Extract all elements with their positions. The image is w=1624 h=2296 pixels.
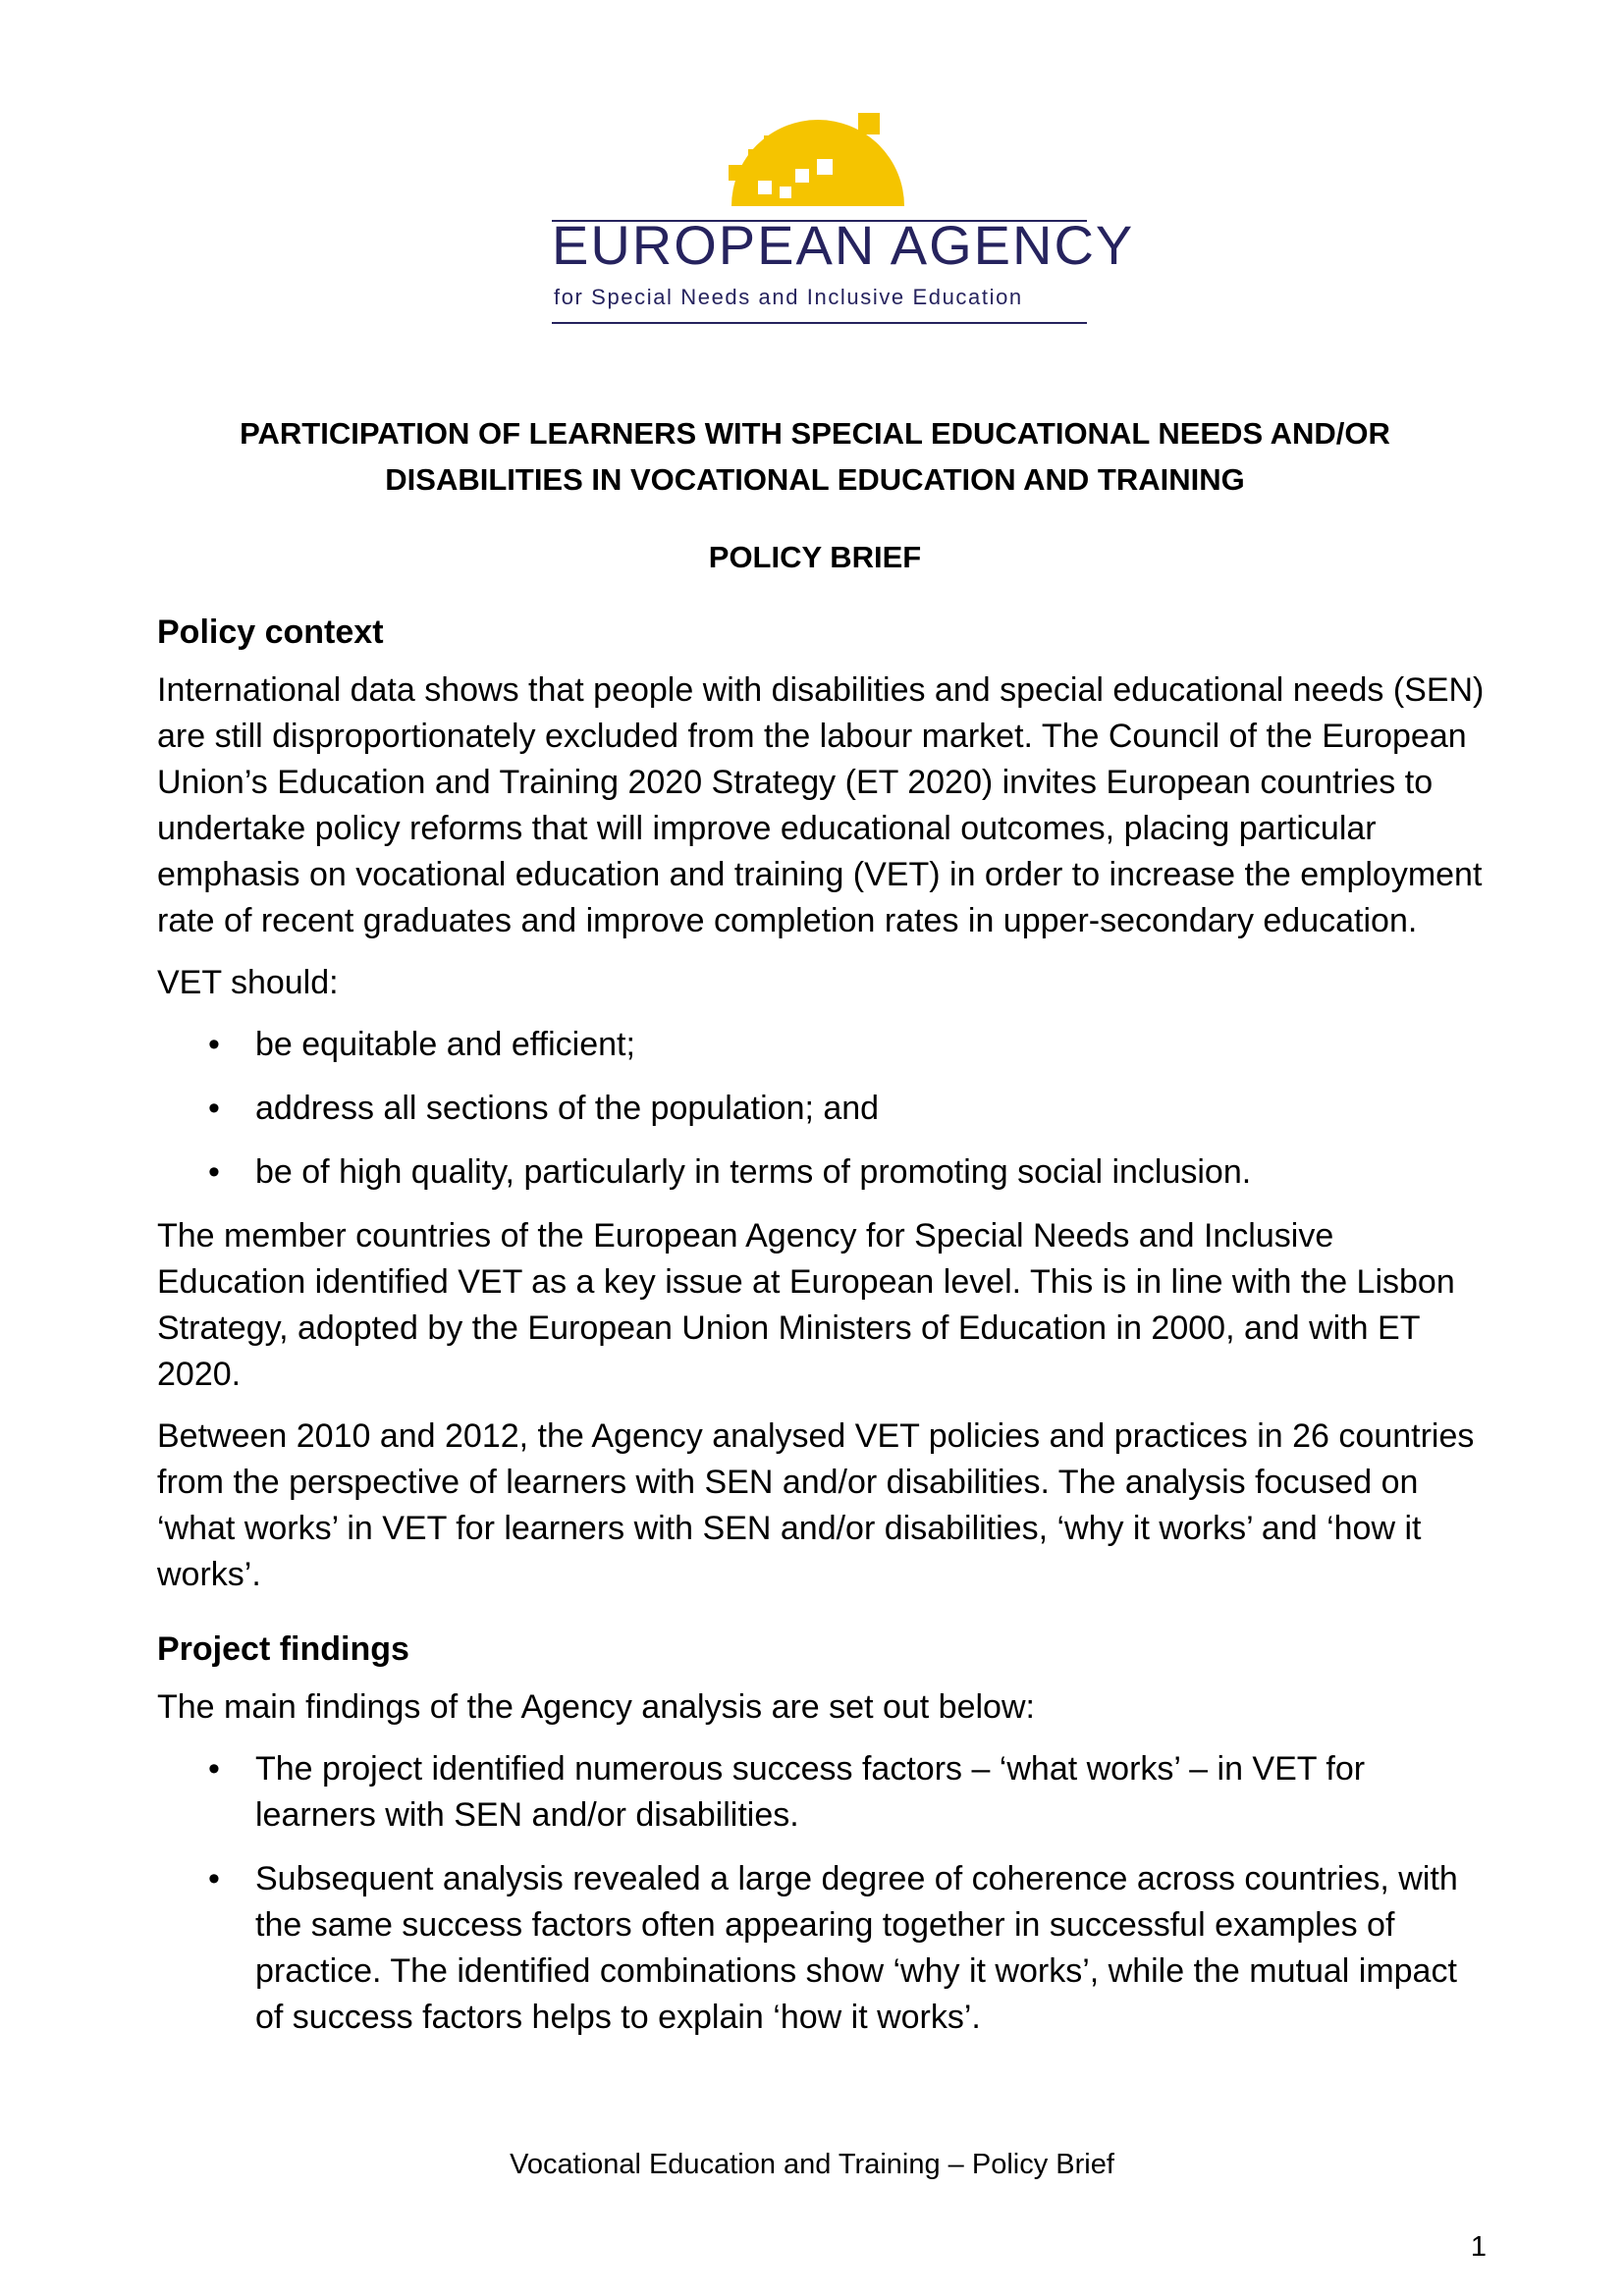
sun-emblem-icon	[542, 110, 1092, 218]
paragraph: International data shows that people with disabilities and special educational needs (SEN) are still disproportionately excluded from the labour market. The Council of the European Union’s Education and Training 2020 Strategy (ET 2020) invites European countries to undertake policy reforms that will improve educational outcomes, placing particular emphasis on vocational education and training (VET) in order to increase the employment rate of recent graduates and improve completion rates in upper-secondary education.	[157, 671, 1485, 939]
bullet-icon: •	[208, 1026, 220, 1063]
bullet-icon: •	[208, 1090, 220, 1127]
list-item: • address all sections of the population; and	[157, 1086, 1489, 1132]
paragraph: The member countries of the European Agency for Special Needs and Inclusive Education identified VET as a key issue at European level. This is in line with the Lisbon Strategy, adopted by the European Union Ministers of Education in 2000, and with ET 2020.	[157, 1217, 1455, 1393]
list-item: • Subsequent analysis revealed a large degree of coherence across countries, with the same success factors often appearing together in successful examples of practice. The identified combinations show ‘why it works’, while the mutual impact of success factors helps to explain ‘how it works’.	[157, 1856, 1489, 2041]
logo-title: EUROPEAN AGENCY	[552, 214, 1135, 276]
section-heading-project-findings: Project findings	[157, 1630, 409, 1668]
bullet-list	[157, 1746, 1489, 2041]
list-item: • be of high quality, particularly in terms of promoting social inclusion.	[157, 1149, 1489, 1196]
bullet-icon: •	[208, 1860, 220, 1897]
bullet-icon: •	[208, 1153, 220, 1191]
paragraph: Between 2010 and 2012, the Agency analysed VET policies and practices in 26 countries from the perspective of learners with SEN and/or disabilities. The analysis focused on ‘what works’ in VET for learners with SEN and/or disabilities, ‘why it works’ and ‘how it works’.	[157, 1417, 1475, 1593]
section-heading-policy-context: Policy context	[157, 614, 384, 651]
logo-subtitle: for Special Needs and Inclusive Education	[554, 285, 1023, 309]
page-number: 1	[1470, 2231, 1487, 2263]
agency-logo	[542, 110, 1135, 328]
paragraph: VET should:	[157, 964, 339, 1001]
bullet-icon: •	[208, 1750, 220, 1788]
list-item: • The project identified numerous success factors – ‘what works’ – in VET for learners with SEN and/or disabilities.	[157, 1746, 1489, 1839]
page-footer: Vocational Education and Training – Policy Brief	[510, 2149, 1114, 2180]
logo-bottom-rule	[552, 322, 1087, 324]
document-body	[157, 611, 1489, 2058]
document-title: PARTICIPATION OF LEARNERS WITH SPECIAL EDUCATIONAL NEEDS AND/OR DISABILITIES IN VOCATIONAL EDUCATION AND TRAINING	[240, 416, 1390, 497]
bullet-list	[157, 1022, 1489, 1196]
list-item: • be equitable and efficient;	[157, 1022, 1489, 1068]
paragraph: The main findings of the Agency analysis are set out below:	[157, 1688, 1035, 1726]
document-subtitle: POLICY BRIEF	[708, 540, 922, 574]
